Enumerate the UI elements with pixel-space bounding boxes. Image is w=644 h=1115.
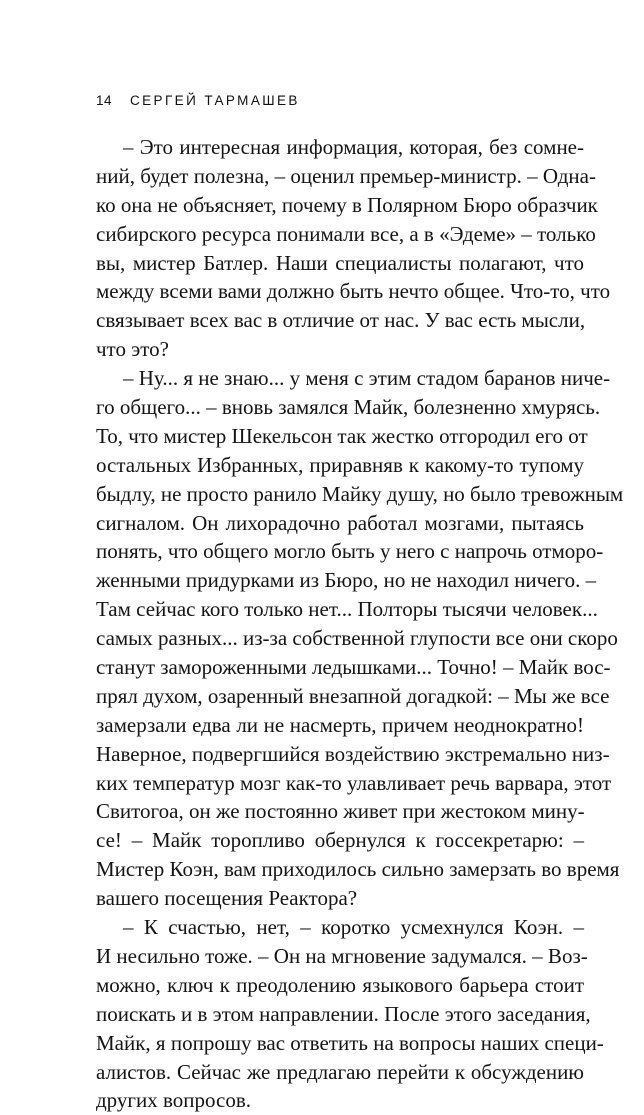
text-line: Наверное, подвергшийся воздействию экстремально низ- [96, 741, 610, 766]
text-line: связывает всех вас в отличие от нас. У вас есть мысли, [96, 308, 586, 333]
text-line: И несильно тоже. – Он на мгновение задумался. – Воз- [96, 943, 588, 968]
text-line: остальных Избранных, приравняв к какому-то тупому [96, 452, 584, 477]
text-line: других вопросов. [96, 1088, 252, 1113]
text-line: Там сейчас кого только нет... Полторы тысячи человек... [96, 597, 598, 622]
text-line: ко она не объясняет, почему в Полярном Бюро образчик [96, 192, 598, 217]
text-line: То, что мистер Шекельсон так жестко отгородил его от [96, 423, 588, 448]
text-line: сигналом. Он лихорадочно работал мозгами, пытаясь [96, 510, 584, 535]
text-line: что это? [96, 337, 169, 362]
text-line: быдлу, не просто ранило Майку душу, но было тревожным [96, 481, 624, 506]
text-line: ких температур мозг как-то улавливает речь варвара, этот [96, 770, 612, 795]
text-line: замерзали едва ли не насмерть, причем неоднократно! [96, 712, 584, 737]
text-line: се! – Майк торопливо обернулся к госсекретарю: – [96, 828, 584, 853]
text-line: ний, будет полезна, – оценил премьер-министр. – Одна- [96, 163, 596, 188]
body-text [96, 133, 624, 1115]
text-line: прял духом, озаренный внезапной догадкой: – Мы же все [96, 683, 610, 708]
text-line: вашего посещения Реактора? [96, 886, 358, 911]
text-line: вы, мистер Батлер. Наши специалисты полагают, что [96, 250, 584, 275]
running-header [96, 91, 548, 111]
text-line: станут замороженными ледышками... Точно! – Майк вос- [96, 655, 611, 680]
page-number: 14 [96, 93, 113, 108]
text-line: – Это интересная информация, которая, без сомне- [123, 135, 584, 159]
text-line: Майк, я попрошу вас ответить на вопросы наших специ- [96, 1030, 604, 1055]
book-author: СЕРГЕЙ ТАРМАШЕВ [130, 93, 300, 108]
text-line: – К счастью, нет, – коротко усмехнулся Коэн. – [123, 915, 584, 940]
text-line: женными придурками из Бюро, но не находил ничего. – [96, 568, 597, 593]
text-line: понять, что общего могло быть у него с напрочь отморо- [96, 539, 604, 564]
text-line: Свитогоа, он же постоянно живет при жестоком мину- [96, 799, 585, 824]
text-line: – Ну... я не знаю... у меня с этим стадом баранов ниче- [123, 366, 611, 391]
text-line: между всеми вами должно быть нечто общее. Что-то, что [96, 279, 611, 304]
text-line: го общего... – вновь замялся Майк, болезненно хмурясь. [96, 395, 601, 420]
text-line: поискать и в этом направлении. После этого заседания, [96, 1001, 591, 1026]
text-line: алистов. Сейчас же предлагаю перейти к обсуждению [96, 1059, 584, 1084]
text-line: Мистер Коэн, вам приходилось сильно замерзать во время [96, 857, 620, 882]
text-line: сибирского ресурса понимали все, а в «Эдеме» – только [96, 221, 596, 246]
text-line: самых разных... из-за собственной глупости все они скоро [96, 626, 618, 651]
text-line: можно, ключ к преодолению языкового барьера стоит [96, 972, 584, 997]
